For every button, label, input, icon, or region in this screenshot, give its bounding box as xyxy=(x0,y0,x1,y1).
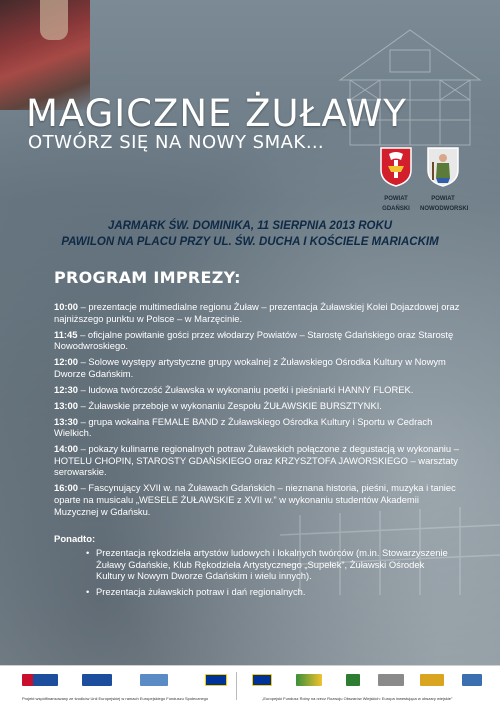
schedule-text: – pokazy kulinarne regionalnych potraw Żuławskich połączone z degustacją w wykonaniu – HOTELU CHOPIN, STAROSTY GDAŃSKIEGO oraz KRZYSZTOFA JAWORSKIEGO – warsztaty serowarskie. xyxy=(54,443,459,478)
event-date-line: JARMARK ŚW. DOMINIKA, 11 SIERPNIA 2013 ROKU xyxy=(107,220,393,232)
eu-flag-logo xyxy=(205,674,227,686)
schedule-text: – Fascynujący XVII w. na Żuławach Gdańskich – nieznana historia, pieśni, muzyka i taniec oparte na musicalu „WESELE ŻUŁAWSKIE z XVII w.” w wykonaniu studentów Akademii Muzycznej w Gdańsku. xyxy=(54,482,456,517)
crest-label-line2: GDAŃSKI xyxy=(382,206,410,212)
additional-list-item: • Prezentacja rękodzieła artystów ludowych i lokalnych twórców (m.in. Stowarzyszenie Żuławy Gdańskie, Klub Rękodzieła Artystycznego „Supełek”, Żuławski Ośrodek Kultury w Nowym Dworze Gdańskim i wielu innych). xyxy=(88,547,448,582)
sponsor-footer xyxy=(0,665,500,709)
schedule-item xyxy=(54,443,464,478)
schedule-time: 12:30 xyxy=(54,383,78,395)
crest-label-line2: NOWODWORSKI xyxy=(420,206,469,212)
footer-left-text: Projekt współfinansowany ze środków Unii Europejskiej w ramach Europejskiego Funduszu Społecznego xyxy=(22,696,209,701)
prow-logo xyxy=(346,674,360,686)
schedule-item xyxy=(54,329,464,352)
program-schedule xyxy=(54,301,464,522)
lgd-logo xyxy=(420,674,444,686)
schedule-time: 14:00 xyxy=(54,443,78,455)
schedule-text: – grupa wokalna FEMALE BAND z Żuławskiego Ośrodka Kultury i Sportu w Cedrach Wielkich. xyxy=(54,415,433,439)
schedule-time: 12:00 xyxy=(54,356,78,368)
additional-heading: Ponadto: xyxy=(54,534,96,545)
schedule-item xyxy=(54,384,464,396)
schedule-item xyxy=(54,356,464,379)
schedule-time: 16:00 xyxy=(54,482,78,494)
schedule-text: – ludowa twórczość Żuławska w wykonaniu poetki i pieśniarki HANNY FLOREK. xyxy=(77,383,414,395)
schedule-item xyxy=(54,400,464,412)
schedule-item xyxy=(54,416,464,439)
schedule-text: – oficjalne powitanie gości przez włodarzy Powiatów – Starostę Gdańskiego oraz Starostę Nowodwroskiego. xyxy=(54,328,454,352)
footer-divider xyxy=(236,672,237,700)
crest-label-line1: POWIAT xyxy=(384,196,408,202)
crest-label-line1: POWIAT xyxy=(431,196,455,202)
additional-list-item: • Prezentacja żuławskich potraw i dań regionalnych. xyxy=(88,586,448,598)
coat-of-arms-gdanski-icon xyxy=(379,146,413,188)
schedule-item xyxy=(54,301,464,324)
program-heading: PROGRAM IMPREZY: xyxy=(54,268,241,287)
schedule-time: 11:45 xyxy=(54,328,78,340)
footer-right-text: „Europejski Fundusz Rolny na rzecz Rozwoju Obszarów Wiejskich: Europa inwestująca w obszary wiejskie” xyxy=(262,696,453,701)
coat-of-arms-nowodworski-icon xyxy=(426,146,460,188)
additional-list xyxy=(88,547,448,601)
crest-powiat-gdanski xyxy=(373,146,419,213)
human-capital-flag-logo xyxy=(82,674,112,686)
ministry-logo xyxy=(378,674,404,686)
schedule-time: 13:00 xyxy=(54,399,78,411)
zulawy-logo xyxy=(462,674,482,686)
leader-logo xyxy=(296,674,322,686)
schedule-time: 13:30 xyxy=(54,415,78,427)
schedule-text: – Żuławskie przeboje w wykonaniu Zespołu ŻUŁAWSKIE BURSZTYNKI. xyxy=(77,399,382,411)
schedule-text: – Solowe występy artystyczne grupy wokalnej z Żuławskiego Ośrodka Kultury w Nowym Dworze Gdańskim. xyxy=(54,356,446,379)
crest-powiat-nowodworski xyxy=(420,146,469,213)
eu-flag-logo-2 xyxy=(252,674,272,686)
schedule-time: 10:00 xyxy=(54,301,78,312)
wojewodztwo-logo xyxy=(140,674,168,686)
event-location-line: PAWILON NA PLACU PRZY UL. ŚW. DUCHA I KOŚCIELE MARIACKIM xyxy=(61,236,439,248)
schedule-text: – prezentacje multimedialne regionu Żuław – prezentacja Żuławskiej Kolei Dojazdowej oraz najniższego punktu w Polsce – w Marzęcinie. xyxy=(54,301,460,324)
poster-subtitle: OTWÓRZ SIĘ NA NOWY SMAK… xyxy=(28,132,325,153)
schedule-item xyxy=(54,482,464,517)
kapital-ludzki-logo xyxy=(22,674,58,686)
poster-title: MAGICZNE ŻUŁAWY xyxy=(26,92,407,135)
